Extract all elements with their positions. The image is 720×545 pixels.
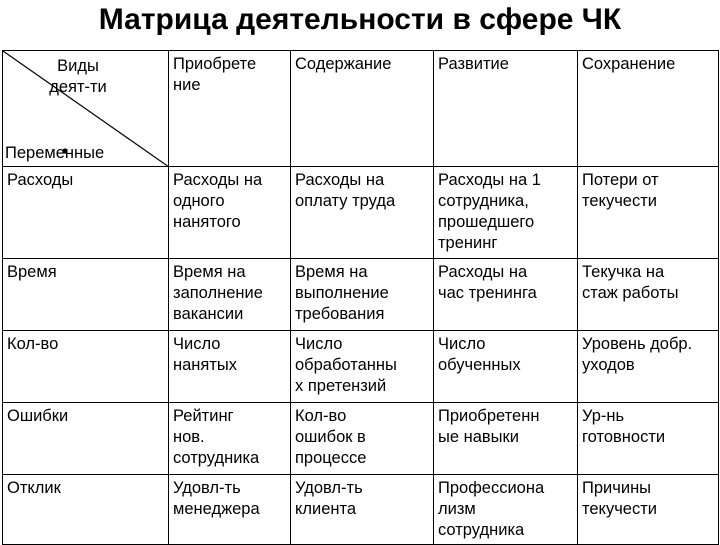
table-row-expenses [3,167,719,259]
table-cell: Приобретенн ые навыки [434,403,578,475]
row-label: Ошибки [3,403,169,475]
table-row-feedback [3,475,719,545]
corner-variables: Переменные [5,144,105,162]
row-label: Отклик [3,475,169,545]
table-row-time [3,259,719,331]
header-row [3,51,719,167]
table-cell: Число обученных [434,331,578,403]
page-title: Матрица деятельности в сфере ЧК [98,3,622,36]
table-cell: Потери от текучести [578,167,719,259]
table-cell: Удовл-ть менеджера [169,475,291,545]
table-cell: Ур-нь готовности [578,403,719,475]
table-cell: Текучка на стаж работы [578,259,719,331]
activity-matrix-table [2,50,719,545]
table-cell: Уровень добр. уходов [578,331,719,403]
table-row-errors [3,403,719,475]
table-cell: Время на заполнение вакансии [169,259,291,331]
table-cell: Расходы на 1 сотрудника, прошедшего тренинг [434,167,578,259]
table-cell: Причины текучести [578,475,719,545]
row-label: Время [3,259,169,331]
table-cell: Профессиона лизм сотрудника [434,475,578,545]
table-row-quantity [3,331,719,403]
table-cell: Число обработанны х претензий [291,331,434,403]
table-cell: Рейтинг нов. сотрудника [169,403,291,475]
column-header-content: Содержание [291,51,434,167]
table-cell: Расходы на оплату труда [291,167,434,259]
row-label: Расходы [3,167,169,259]
table-cell: Расходы на час тренинга [434,259,578,331]
row-label: Кол-во [3,331,169,403]
column-header-retention: Сохранение [578,51,719,167]
table-cell: Число нанятых [169,331,291,403]
table-cell: Удовл-ть клиента [291,475,434,545]
table-cell: Время на выполнение требования [291,259,434,331]
table-cell: Кол-во ошибок в процессе [291,403,434,475]
column-header-development: Развитие [434,51,578,167]
corner-cell [3,51,169,167]
column-header-acquisition: Приобрете ние [169,51,291,167]
table-cell: Расходы на одного нанятого [169,167,291,259]
corner-activity-types: Виды деят-ти [49,57,107,96]
